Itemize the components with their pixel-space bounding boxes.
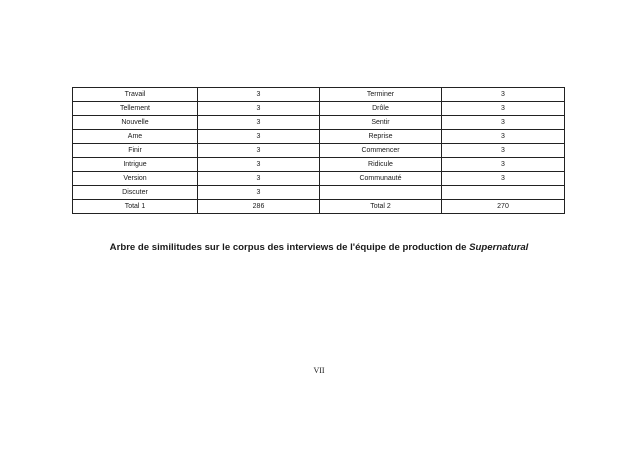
- caption-italic-title: Supernatural: [469, 242, 529, 253]
- word-cell-1: Nouvelle: [73, 116, 198, 130]
- frequency-table: [72, 87, 565, 214]
- count-cell-1: 3: [198, 172, 320, 186]
- count-cell-1: 3: [198, 130, 320, 144]
- word-cell-2: Reprise: [320, 130, 442, 144]
- word-cell-1: Ame: [73, 130, 198, 144]
- count-cell-2: 3: [442, 102, 565, 116]
- total-1-value: 286: [198, 200, 320, 214]
- table-row: [73, 88, 565, 102]
- table-row: [73, 116, 565, 130]
- table-row: [73, 102, 565, 116]
- table-row: [73, 130, 565, 144]
- count-cell-1: 3: [198, 102, 320, 116]
- count-cell-2: 3: [442, 144, 565, 158]
- count-cell-1: 3: [198, 116, 320, 130]
- total-row: [73, 200, 565, 214]
- word-cell-1: Tellement: [73, 102, 198, 116]
- word-cell-2: [320, 186, 442, 200]
- word-cell-1: Discuter: [73, 186, 198, 200]
- count-cell-2: 3: [442, 88, 565, 102]
- count-cell-2: 3: [442, 116, 565, 130]
- caption-text: Arbre de similitudes sur le corpus des interviews de l'équipe de production de: [109, 242, 470, 253]
- table-row: [73, 186, 565, 200]
- word-cell-2: Ridicule: [320, 158, 442, 172]
- word-cell-1: Finir: [73, 144, 198, 158]
- word-cell-2: Commencer: [320, 144, 442, 158]
- word-cell-1: Version: [73, 172, 198, 186]
- total-2-value: 270: [442, 200, 565, 214]
- word-cell-1: Travail: [73, 88, 198, 102]
- frequency-table-body: [73, 88, 565, 214]
- count-cell-2: 3: [442, 130, 565, 144]
- word-cell-2: Terminer: [320, 88, 442, 102]
- word-cell-2: Communauté: [320, 172, 442, 186]
- count-cell-2: 3: [442, 158, 565, 172]
- word-cell-1: Intrigue: [73, 158, 198, 172]
- count-cell-2: [442, 186, 565, 200]
- page-number: VII: [313, 366, 325, 375]
- table-row: [73, 144, 565, 158]
- word-cell-2: Sentir: [320, 116, 442, 130]
- figure-caption: [0, 242, 638, 253]
- count-cell-1: 3: [198, 186, 320, 200]
- word-cell-2: Drôle: [320, 102, 442, 116]
- count-cell-1: 3: [198, 158, 320, 172]
- total-1-label: Total 1: [73, 200, 198, 214]
- total-2-label: Total 2: [320, 200, 442, 214]
- table-row: [73, 158, 565, 172]
- count-cell-2: 3: [442, 172, 565, 186]
- count-cell-1: 3: [198, 88, 320, 102]
- count-cell-1: 3: [198, 144, 320, 158]
- table-row: [73, 172, 565, 186]
